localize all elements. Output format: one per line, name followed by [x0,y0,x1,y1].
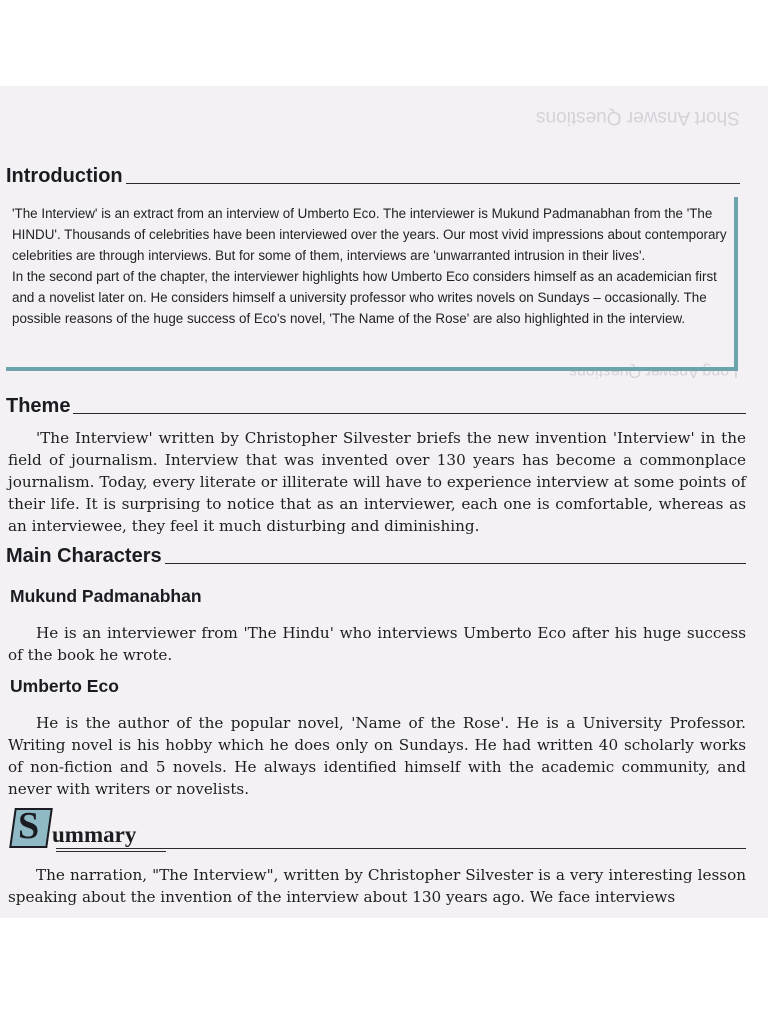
heading-rule [73,413,746,414]
textbook-page [0,86,768,918]
character-name-umberto: Umberto Eco [10,676,119,696]
bleed-through-long-answer: Long Answer Questions [569,363,738,380]
heading-rule [165,563,746,564]
summary-heading-text: ummary [52,822,137,847]
theme-paragraph: 'The Interview' written by Christopher Silvester briefs the new invention 'Interview' in the field of journalism. Interview that was invented over 130 years has become a commonplace journalism. Today, every literate or illiterate will have to experience interview at some points of their life. It is surprising to notice that as an interviewer, each one is comfortable, whereas as an interviewee, they feel it much disturbing and diminishing. [8,429,746,535]
summary-heading [12,806,746,854]
summary-paragraph: The narration, "The Interview", written by Christopher Silvester is a very interesting lesson speaking about the invention of the interview about 130 years ago. We face interviews [8,866,746,906]
bleed-through-running-head: Short Answer Questions [536,107,740,128]
character-description-mukund-body [8,622,746,666]
heading-rule [126,183,740,184]
character-description-mukund: He is an interviewer from 'The Hindu' who interviews Umberto Eco after his huge success of the book he wrote. [8,624,746,664]
character-name-mukund: Mukund Padmanabhan [10,586,202,606]
introduction-heading: Introduction [6,165,123,187]
theme-heading-row [6,396,746,416]
summary-heading-initial: S [18,805,40,847]
theme-heading: Theme [6,395,71,417]
summary-body [8,864,746,908]
heading-rule-double [56,851,166,852]
main-characters-heading-row [6,546,746,566]
introduction-box [6,197,738,371]
theme-body [8,427,746,537]
character-description-umberto-body [8,712,746,800]
main-characters-heading: Main Characters [6,545,162,567]
introduction-heading-row [6,166,740,186]
character-description-umberto: He is the author of the popular novel, 'Name of the Rose'. He is a University Professor. Writing novel is his hobby which he does only on Sundays. He had written 40 scholarly works of non-fiction and 5 novels. He always identified himself with the academic community, and never with writers or novelists. [8,714,746,798]
introduction-paragraph-1: 'The Interview' is an extract from an interview of Umberto Eco. The interviewer is Mukund Padmanabhan from the 'The HINDU'. Thousands of celebrities have been interviewed over the years. Our most vivid impressions about contemporary celebrities are through interviews. But for some of them, interviews are 'unwarranted intrusion in their lives'. [12,206,727,263]
heading-rule [56,848,746,849]
introduction-paragraph-2: In the second part of the chapter, the interviewer highlights how Umberto Eco considers himself as an academician first and a novelist later on. He considers himself a university professor who writes novels on Sundays – occasionally. The possible reasons of the huge success of Eco's novel, 'The Name of the Rose' are also highlighted in the interview. [12,269,717,326]
